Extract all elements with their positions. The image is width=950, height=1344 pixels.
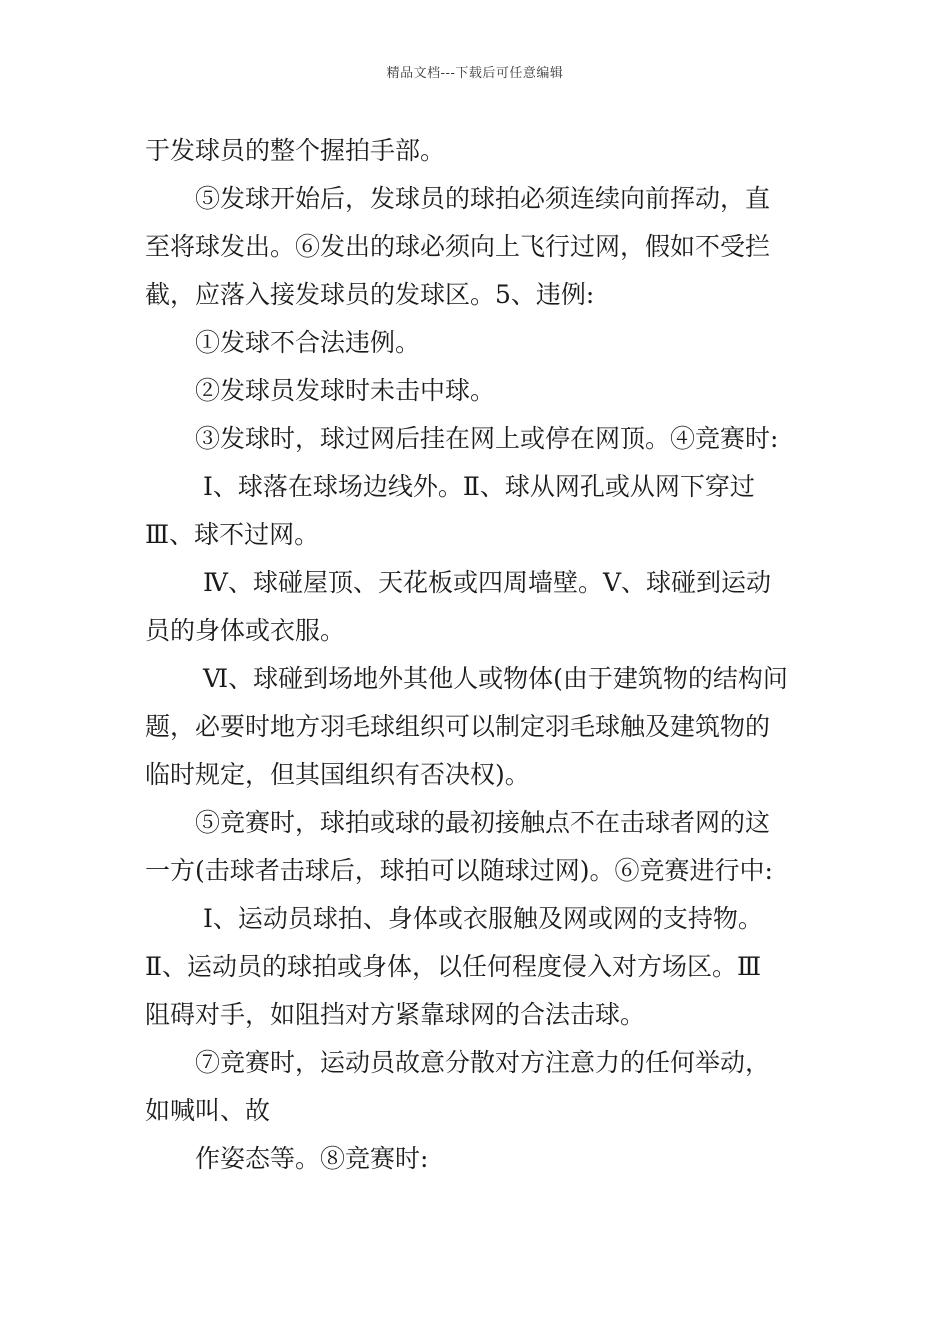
text-line: ①发球不合法违例。	[195, 328, 421, 357]
text-line: ⑤发球开始后，发球员的球拍必须连续向前挥动，直	[195, 184, 771, 213]
text-line: 阻碍对手，如阻挡对方紧靠球网的合法击球。	[145, 1000, 646, 1029]
page-header: 精品文档---下载后可任意编辑	[386, 66, 564, 81]
text-line: 一方(击球者击球后，球拍可以随球过网)。⑥竞赛进行中:	[145, 856, 773, 885]
text-line: ⑤竞赛时，球拍或球的最初接触点不在击球者网的这	[195, 808, 771, 837]
text-line: 员的身体或衣服。	[145, 616, 346, 645]
text-line: 作姿态等。⑧竞赛时:	[195, 1144, 429, 1173]
text-line: 截，应落入接发球员的发球区。5、违例:	[145, 280, 595, 309]
text-line: Ⅳ、球碰屋顶、天花板或四周墙壁。Ⅴ、球碰到运动	[203, 568, 772, 597]
text-line: 临时规定，但其国组织有否决权)。	[145, 760, 530, 789]
text-line: Ⅲ、球不过网。	[145, 520, 320, 549]
text-line: 于发球员的整个握拍手部。	[145, 136, 446, 165]
text-line: Ⅰ、球落在球场边线外。Ⅱ、球从网孔或从网下穿过	[203, 472, 755, 501]
text-line: ③发球时，球过网后挂在网上或停在网顶。④竞赛时:	[195, 424, 779, 453]
text-line: 至将球发出。⑥发出的球必须向上飞行过网，假如不受拦	[145, 232, 771, 261]
document-body	[145, 127, 815, 1183]
text-line: Ⅱ、运动员的球拍或身体，以任何程度侵入对方场区。Ⅲ	[145, 952, 762, 981]
text-line: Ⅵ、球碰到场地外其他人或物体(由于建筑物的结构问	[203, 664, 788, 693]
text-line: ⑦竞赛时，运动员故意分散对方注意力的任何举动，	[195, 1048, 771, 1077]
text-line: ②发球员发球时未击中球。	[195, 376, 496, 405]
text-line: 如喊叫、故	[145, 1096, 271, 1125]
text-line: 题，必要时地方羽毛球组织可以制定羽毛球触及建筑物的	[145, 712, 771, 741]
text-line: Ⅰ、运动员球拍、身体或衣服触及网或网的支持物。	[203, 904, 763, 933]
